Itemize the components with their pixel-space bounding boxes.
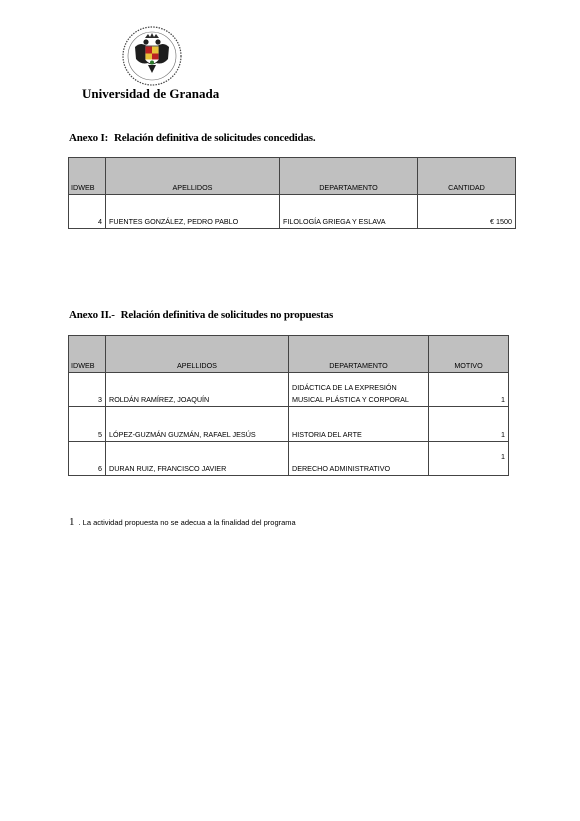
annex1-title: Relación definitiva de solicitudes concedidas. xyxy=(114,132,316,144)
university-name: Universidad de Granada xyxy=(82,86,220,101)
cell-apellidos: LÓPEZ-GUZMÁN GUZMÁN, RAFAEL JESÚS xyxy=(106,407,289,442)
cell-departamento xyxy=(289,373,429,407)
column-header-apellidos: APELLIDOS xyxy=(106,158,280,195)
cell-apellidos: ROLDÁN RAMÍREZ, JOAQUÍN xyxy=(106,373,289,407)
cell-idweb: 5 xyxy=(69,407,106,442)
cell-motivo: 1 xyxy=(429,442,509,476)
column-header-departamento: DEPARTAMENTO xyxy=(280,158,418,195)
footnote-number: 1 xyxy=(69,516,75,528)
table-row xyxy=(69,442,509,476)
column-header-idweb: IDWEB xyxy=(69,158,106,195)
cell-departamento-line1: DIDÁCTICA DE LA EXPRESIÓN xyxy=(292,383,397,392)
column-header-idweb: IDWEB xyxy=(69,336,106,373)
cell-idweb: 4 xyxy=(69,195,106,229)
cell-idweb: 3 xyxy=(69,373,106,407)
cell-departamento: FILOLOGÍA GRIEGA Y ESLAVA xyxy=(280,195,418,229)
table-header-row xyxy=(69,158,516,195)
annex1-heading xyxy=(69,132,315,144)
footnote xyxy=(69,516,296,528)
footnote-text: . La actividad propuesta no se adecua a la finalidad del programa xyxy=(78,518,296,527)
cell-motivo: 1 xyxy=(429,373,509,407)
cell-apellidos: DURAN RUIZ, FRANCISCO JAVIER xyxy=(106,442,289,476)
column-header-cantidad: CANTIDAD xyxy=(418,158,516,195)
cell-departamento-line2: MUSICAL PLÁSTICA Y CORPORAL xyxy=(292,395,409,404)
cell-departamento: HISTORIA DEL ARTE xyxy=(289,407,429,442)
column-header-motivo: MOTIVO xyxy=(429,336,509,373)
table-row xyxy=(69,195,516,229)
cell-idweb: 6 xyxy=(69,442,106,476)
table-row xyxy=(69,407,509,442)
annex2-heading xyxy=(69,309,333,321)
annex2-table xyxy=(68,335,509,476)
cell-cantidad: € 1500 xyxy=(418,195,516,229)
university-crest-logo xyxy=(121,25,183,87)
annex2-title: Relación definitiva de solicitudes no propuestas xyxy=(120,309,334,321)
cell-departamento: DERECHO ADMINISTRATIVO xyxy=(289,442,429,476)
cell-apellidos: FUENTES GONZÁLEZ, PEDRO PABLO xyxy=(106,195,280,229)
annex2-number: Anexo II.- xyxy=(69,309,115,321)
table-header-row xyxy=(69,336,509,373)
table-row xyxy=(69,373,509,407)
column-header-apellidos: APELLIDOS xyxy=(106,336,289,373)
annex1-number: Anexo I: xyxy=(69,132,109,144)
cell-motivo: 1 xyxy=(429,407,509,442)
column-header-departamento: DEPARTAMENTO xyxy=(289,336,429,373)
annex1-table xyxy=(68,157,516,229)
